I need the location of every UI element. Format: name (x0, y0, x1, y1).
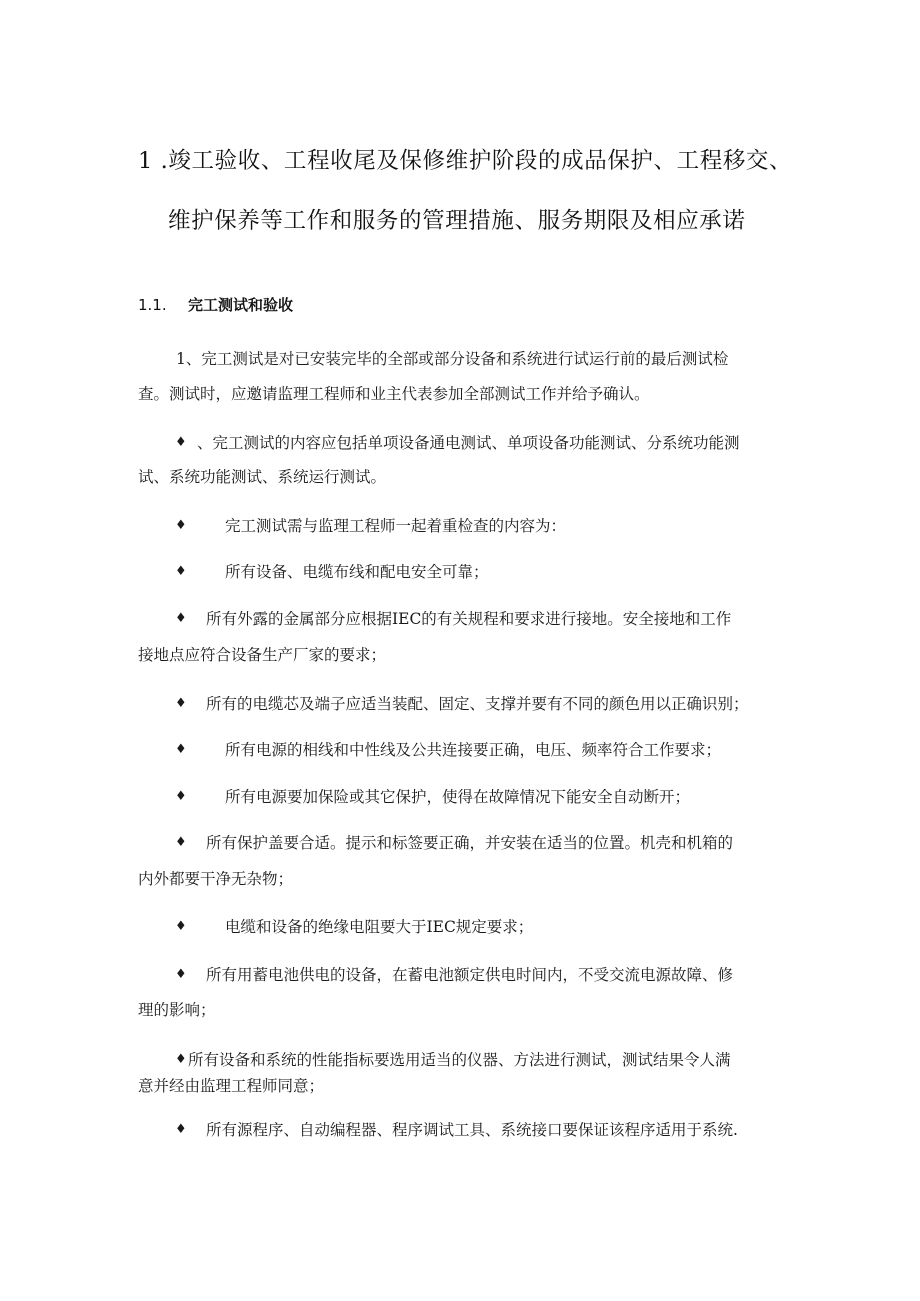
paragraph-3: 完工测试需与监理工程师一起着重检查的内容为： (225, 517, 567, 535)
paragraph-10: 电缆和设备的绝缘电阻要大于IEC规定要求； (225, 918, 534, 936)
paragraph-13: 所有源程序、自动编程器、程序调试工具、系统接口要保证该程序适用于系统. (206, 1121, 738, 1139)
diamond-bullet-icon: ♦ (175, 967, 187, 982)
diamond-bullet-icon: ♦ (175, 1052, 187, 1067)
paragraph-9-line-1: 所有保护盖要合适。提示和标签要正确，并安装在适当的位置。机壳和机箱的 (206, 834, 734, 852)
paragraph-2-line-1: 、完工测试的内容应包括单项设备通电测试、单项设备功能测试、分系统功能测 (197, 434, 740, 452)
diamond-bullet-icon: ♦ (175, 1122, 187, 1137)
diamond-bullet-icon: ♦ (175, 611, 187, 626)
paragraph-12-line-1: 所有设备和系统的性能指标要选用适当的仪器、方法进行测试，测试结果令人满 (188, 1051, 731, 1069)
paragraph-4: 所有设备、电缆布线和配电安全可靠； (225, 563, 489, 581)
paragraph-7: 所有电源的相线和中性线及公共连接要正确，电压、频率符合工作要求； (225, 741, 722, 759)
diamond-bullet-icon: ♦ (175, 435, 187, 450)
section-heading-text: 完工测试和验收 (188, 296, 294, 314)
document-title-line-2: 维护保养等工作和服务的管理措施、服务期限及相应承诺 (168, 208, 746, 234)
paragraph-6: 所有的电缆芯及端子应适当装配、固定、支撑并要有不同的颜色用以正确识别； (206, 695, 749, 713)
diamond-bullet-icon: ♦ (175, 789, 187, 804)
document-title-line-1: 1 .竣工验收、工程收尾及保修维护阶段的成品保护、工程移交、 (138, 148, 793, 174)
paragraph-1-line-2: 查。测试时，应邀请监理工程师和业主代表参加全部测试工作并给予确认。 (138, 385, 650, 403)
diamond-bullet-icon: ♦ (175, 742, 187, 757)
paragraph-8: 所有电源要加保险或其它保护，使得在故障情况下能安全自动断开； (225, 788, 691, 806)
diamond-bullet-icon: ♦ (175, 919, 187, 934)
diamond-bullet-icon: ♦ (175, 564, 187, 579)
section-heading (138, 294, 293, 316)
paragraph-5-line-2: 接地点应符合设备生产厂家的要求； (138, 646, 387, 664)
diamond-bullet-icon: ♦ (175, 835, 187, 850)
diamond-bullet-icon: ♦ (175, 518, 187, 533)
paragraph-1-line-1: 1、完工测试是对已安装完毕的全部或部分设备和系统进行试运行前的最后测试检 (176, 350, 729, 368)
diamond-bullet-icon: ♦ (175, 696, 187, 711)
paragraph-5-line-1: 所有外露的金属部分应根据IEC的有关规程和要求进行接地。安全接地和工作 (206, 610, 732, 628)
section-number: 1.1. (138, 296, 167, 314)
paragraph-11-line-2: 理的影响； (138, 1001, 216, 1019)
paragraph-12-line-2: 意并经由监理工程师同意； (138, 1077, 325, 1095)
paragraph-9-line-2: 内外都要干净无杂物； (138, 870, 294, 888)
paragraph-2-line-2: 试、系统功能测试、系统运行测试。 (138, 468, 387, 486)
paragraph-11-line-1: 所有用蓄电池供电的设备，在蓄电池额定供电时间内，不受交流电源故障、修 (206, 966, 734, 984)
